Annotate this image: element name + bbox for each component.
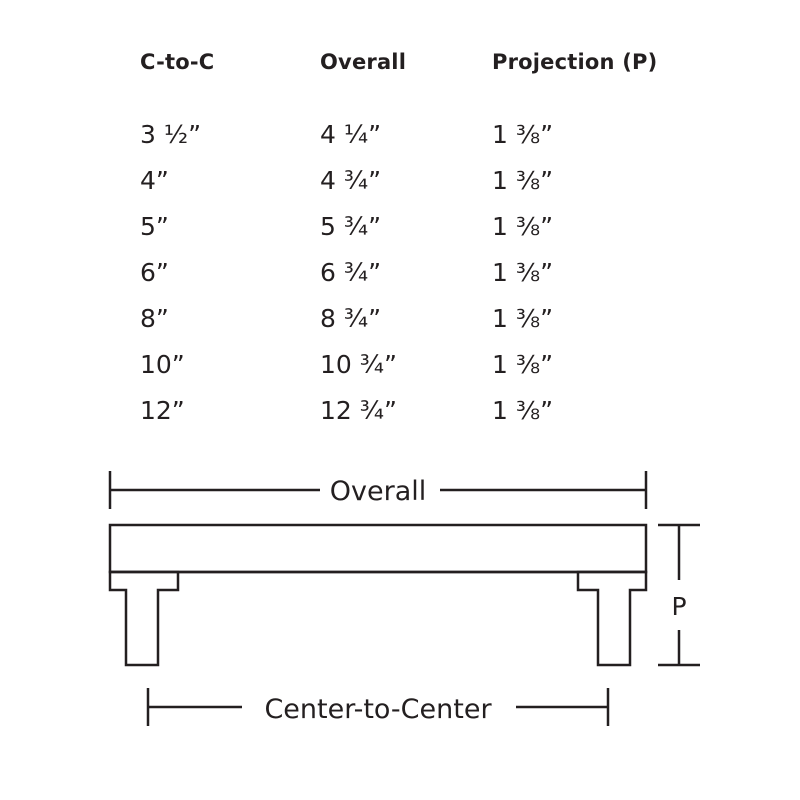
table: [140, 50, 680, 442]
cell-projection: 1 ⅜”: [492, 120, 554, 149]
cell-projection: 1 ⅜”: [492, 304, 554, 333]
cell-c-to-c: 12”: [140, 396, 185, 425]
column-header-overall: Overall: [320, 50, 407, 74]
cell-c-to-c: 5”: [140, 212, 169, 241]
cell-c-to-c: 4”: [140, 166, 169, 195]
cell-c-to-c: 10”: [140, 350, 185, 379]
cell-overall: 5 ¾”: [320, 212, 382, 241]
cell-c-to-c: 6”: [140, 258, 169, 287]
overall-label: Overall: [329, 476, 427, 507]
table-row: [140, 396, 680, 442]
cell-overall: 10 ¾”: [320, 350, 397, 379]
cell-projection: 1 ⅜”: [492, 350, 554, 379]
handle-technical-drawing: [0, 440, 800, 780]
cell-overall: 4 ¼”: [320, 120, 382, 149]
cell-c-to-c: 8”: [140, 304, 169, 333]
cell-overall: 4 ¾”: [320, 166, 382, 195]
dimensions-table: [140, 50, 680, 442]
handle-bar: [110, 525, 646, 572]
table-row: [140, 304, 680, 350]
table-row: [140, 166, 680, 212]
center-to-center-label: Center-to-Center: [264, 694, 492, 725]
handle-profile: [110, 525, 646, 665]
table-row: [140, 258, 680, 304]
table-row: [140, 212, 680, 258]
cell-overall: 12 ¾”: [320, 396, 397, 425]
cell-overall: 8 ¾”: [320, 304, 382, 333]
column-header-projection: Projection (P): [492, 50, 658, 74]
table-row: [140, 120, 680, 166]
cell-overall: 6 ¾”: [320, 258, 382, 287]
cell-c-to-c: 3 ½”: [140, 120, 202, 149]
table-header-row: [140, 50, 680, 120]
handle-right-post: [578, 572, 646, 665]
column-header-c-to-c: C-to-C: [140, 50, 215, 74]
projection-label: P: [671, 592, 687, 621]
cell-projection: 1 ⅜”: [492, 166, 554, 195]
handle-left-post: [110, 572, 178, 665]
cell-projection: 1 ⅜”: [492, 212, 554, 241]
table-row: [140, 350, 680, 396]
cell-projection: 1 ⅜”: [492, 396, 554, 425]
cell-projection: 1 ⅜”: [492, 258, 554, 287]
